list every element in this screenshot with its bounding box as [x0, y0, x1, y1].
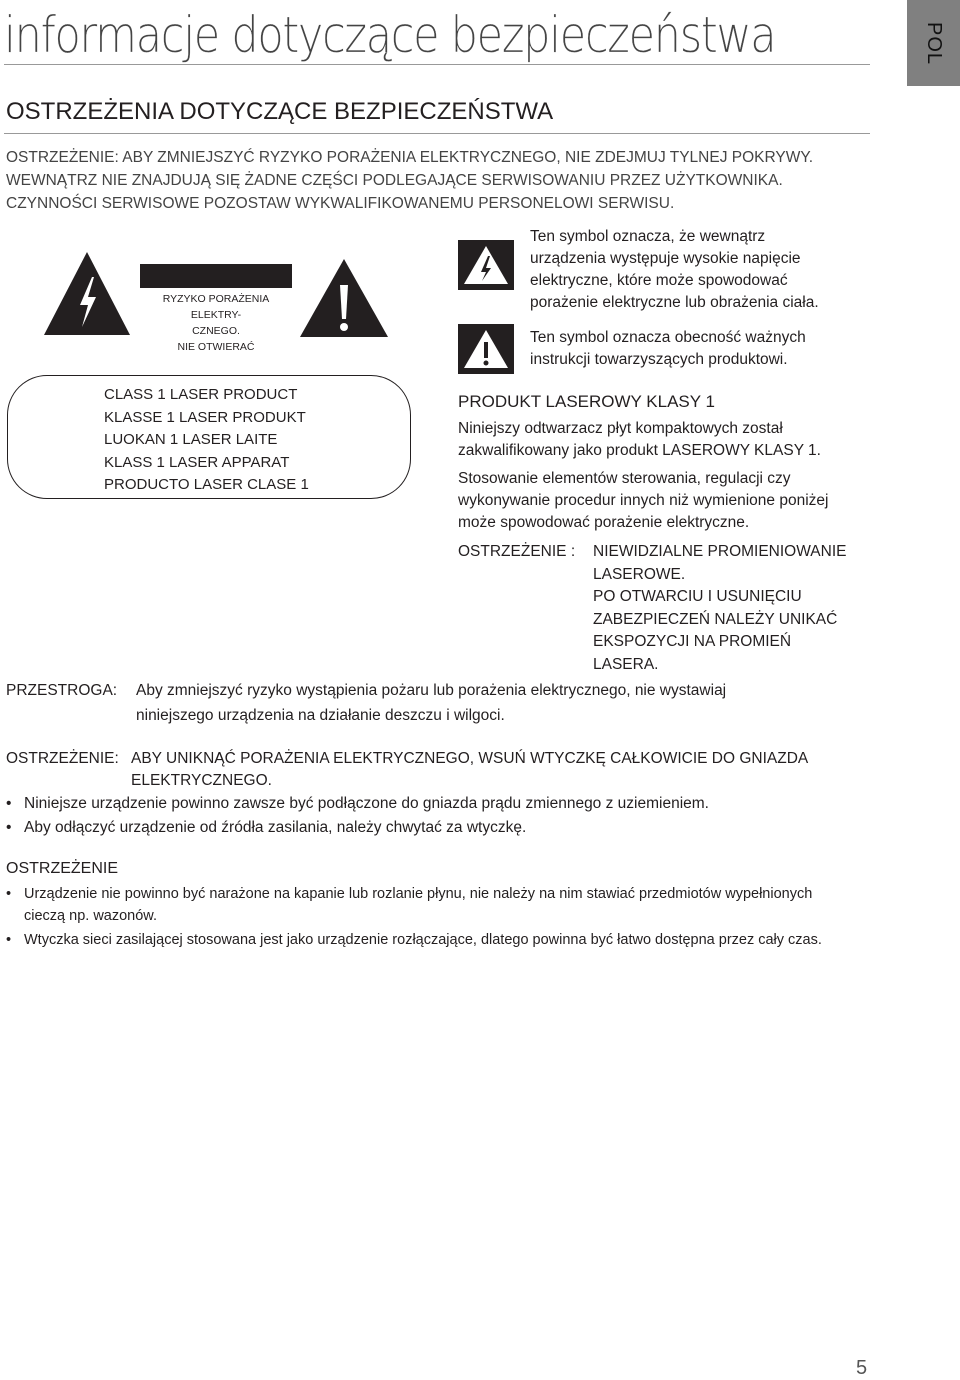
language-tab	[907, 0, 960, 86]
laser-label-line: PRODUCTO LASER CLASE 1	[104, 476, 309, 493]
page-number: 5	[856, 1357, 868, 1379]
bullet-icon: •	[6, 819, 12, 836]
section-divider	[4, 133, 870, 134]
warning-line: NIEWIDZIALNE PROMIENIOWANIE	[593, 543, 847, 560]
symbol-text-line: Ten symbol oznacza obecność ważnych	[530, 329, 806, 346]
laser-label-line: LUOKAN 1 LASER LAITE	[104, 431, 278, 448]
warning-line: LASEROWE.	[593, 565, 686, 583]
laser-label-line: KLASSE 1 LASER PRODUKT	[104, 408, 306, 426]
laser-warning-label: OSTRZEŻENIE :	[458, 543, 576, 560]
lightning-symbol-icon	[458, 240, 514, 290]
list-item	[6, 929, 822, 951]
caution-line: Aby zmniejszyć ryzyko wystąpienia pożaru lub porażenia elektrycznego, nie wystawiaj	[136, 682, 727, 699]
laser-label-line: CLASS 1 LASER PRODUCT	[104, 386, 298, 403]
warning-line: ELEKTRYCZNEGO.	[131, 772, 272, 789]
language-tab-label: POL	[923, 21, 945, 65]
high-voltage-description	[530, 226, 819, 314]
label-line: CZNEGO.	[192, 325, 240, 337]
list-item-text: Niniejsze urządzenie powinno zawsze być podłączone do gniazda prądu zmiennego z uziemieniem.	[24, 795, 709, 812]
symbol-text-line: porażenie elektryczne lub obrażenia ciała.	[530, 294, 819, 311]
para-line: wykonywanie procedur innych niż wymienione poniżej	[458, 492, 829, 509]
warning-line: LASERA.	[593, 655, 659, 673]
bullet-icon: •	[6, 886, 12, 902]
list-item-continuation: cieczą np. wazonów.	[24, 908, 157, 924]
label-line: NIE OTWIERAĆ	[177, 341, 255, 353]
para-line: zakwalifikowany jako produkt LASEROWY KLASY 1.	[458, 442, 821, 459]
bullet-icon: •	[6, 932, 12, 948]
laser-para-2	[458, 468, 828, 534]
bullet-icon: •	[6, 795, 12, 812]
list-item	[6, 793, 709, 815]
para-line: Stosowanie elementów sterowania, regulacji czy	[458, 470, 791, 487]
intro-line: WEWNĄTRZ NIE ZNAJDUJĄ SIĘ ŻADNE CZĘŚCI PODLEGAJĄCE SERWISOWANIU PRZEZ UŻYTKOWNIKA.	[6, 172, 783, 189]
high-voltage-symbol	[458, 240, 514, 295]
symbol-text-line: urządzenia występuje wysokie napięcie	[530, 250, 801, 267]
label-bar	[140, 264, 292, 288]
laser-warning-text	[593, 541, 846, 676]
section-heading: OSTRZEŻENIA DOTYCZĄCE BEZPIECZEŃSTWA	[6, 98, 554, 125]
symbol-text-line: elektryczne, które może spowodować	[530, 272, 788, 289]
list-item-text: Wtyczka sieci zasilającej stosowana jest jako urządzenie rozłączające, dlatego powinna być łatwo dostępna przez cały czas.	[24, 932, 822, 948]
symbol-text-line: Ten symbol oznacza, że wewnątrz	[530, 228, 766, 245]
laser-section-heading: PRODUKT LASEROWY KLASY 1	[458, 392, 715, 411]
shock-warning-label	[140, 264, 292, 354]
warning-heading: OSTRZEŻENIE	[6, 860, 119, 877]
caution-label: PRZESTROGA:	[6, 682, 118, 699]
warning-line: ABY UNIKNĄĆ PORAŻENIA ELEKTRYCZNEGO, WSUŃ WTYCZKĘ CAŁKOWICIE DO GNIAZDA	[131, 750, 809, 767]
list-item	[6, 817, 526, 839]
para-line: może spowodować porażenie elektryczne.	[458, 514, 750, 531]
symbol-text-line: instrukcji towarzyszących produktowi.	[530, 351, 788, 368]
instructions-description	[530, 327, 806, 371]
list-item-text: Aby odłączyć urządzenie od źródła zasilania, należy chwytać za wtyczkę.	[24, 819, 527, 836]
list-item	[6, 883, 812, 905]
instructions-symbol	[458, 324, 514, 379]
intro-line: OSTRZEŻENIE: ABY ZMNIEJSZYĆ RYZYKO PORAŻENIA ELEKTRYCZNEGO, NIE ZDEJMUJ TYLNEJ POKRYWY.	[6, 149, 814, 166]
title-divider	[4, 64, 870, 65]
intro-warning	[6, 146, 813, 215]
exclamation-symbol-icon	[458, 324, 514, 374]
caution-line: niniejszego urządzenia na działanie deszczu i wilgoci.	[136, 707, 505, 724]
list-item-text: Urządzenie nie powinno być narażone na kapanie lub rozlanie płynu, nie należy na nim stawiać przedmiotów wypełnionych	[24, 886, 813, 902]
laser-para-1	[458, 418, 821, 462]
para-line: Niniejszy odtwarzacz płyt kompaktowych został	[458, 420, 783, 437]
warning-line: EKSPOZYCJI NA PROMIEŃ	[593, 633, 792, 650]
label-line: RYZYKO PORAŻENIA ELEKTRY-	[162, 293, 270, 321]
page-title: informacje dotyczące bezpieczeństwa	[4, 6, 776, 64]
laser-label-text	[104, 384, 309, 497]
intro-line: CZYNNOŚCI SERWISOWE POZOSTAW WYKWALIFIKOWANEMU PERSONELOWI SERWISU.	[6, 195, 675, 212]
warning-line: PO OTWARCIU I USUNIĘCIU	[593, 588, 802, 605]
laser-label-line: KLASS 1 LASER APPARAT	[104, 453, 290, 471]
warning-line: ZABEZPIECZEŃ NALEŻY UNIKAĆ	[593, 610, 838, 628]
warning-label: OSTRZEŻENIE:	[6, 750, 119, 767]
